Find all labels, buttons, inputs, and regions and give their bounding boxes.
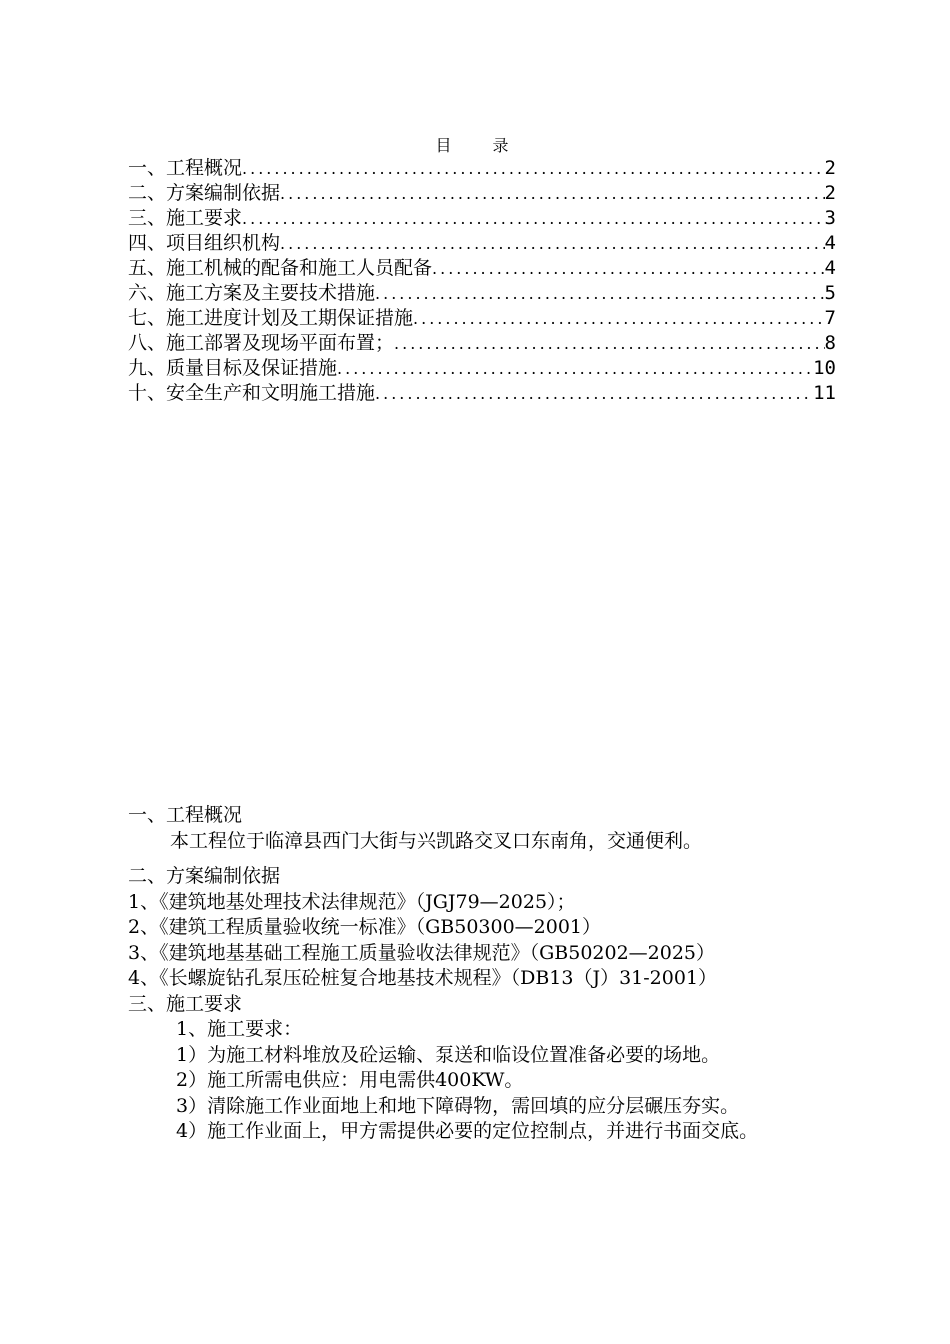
section-heading: 三、施工要求	[128, 992, 243, 1015]
toc-entry[interactable]	[128, 306, 836, 331]
requirement-item: 4）施工作业面上，甲方需提供必要的定位控制点，并进行书面交底。	[176, 1120, 759, 1142]
toc-entry-label: 七、施工进度计划及工期保证措施	[128, 307, 414, 329]
toc-leader-dots	[280, 231, 825, 256]
toc-entry[interactable]	[128, 281, 836, 306]
requirement-item: 3）清除施工作业面地上和地下障碍物，需回填的应分层碾压夯实。	[176, 1094, 740, 1117]
toc-entry-label: 十、安全生产和文明施工措施	[128, 382, 376, 404]
toc-entry[interactable]	[128, 331, 836, 356]
toc-leader-dots	[280, 181, 825, 206]
requirement-item: 1）为施工材料堆放及砼运输、泵送和临设位置准备必要的场地。	[176, 1043, 721, 1066]
toc-entry-page: 2	[824, 182, 836, 204]
toc-entry-page: 7	[824, 307, 836, 329]
toc-entry-page: 3	[824, 207, 836, 229]
toc-entry-page: 10	[813, 357, 836, 379]
toc-entry-label: 一、工程概况	[128, 157, 243, 179]
toc-entry-page: 4	[824, 257, 836, 279]
reference-item: 3、《建筑地基基础工程施工质量验收法律规范》（GB50202—2025）	[128, 941, 716, 964]
paragraph: 本工程位于临漳县西门大街与兴凯路交叉口东南角，交通便利。	[170, 829, 703, 852]
toc-entry-page: 5	[824, 282, 836, 304]
toc-leader-dots	[375, 381, 813, 406]
toc-entry-page: 8	[824, 332, 836, 354]
toc-entry-label: 八、施工部署及现场平面布置；	[128, 332, 395, 354]
toc-entry-page: 2	[824, 157, 836, 179]
document-body	[128, 803, 888, 1145]
toc-entry-page: 4	[824, 232, 836, 254]
reference-item: 4、《长螺旋钻孔泵压砼桩复合地基技术规程》（DB13（J）31-2001）	[128, 967, 718, 989]
reference-item: 1、《建筑地基处理技术法律规范》（JGJ79—2025）；	[128, 890, 576, 913]
toc-entry-label: 九、质量目标及保证措施	[128, 357, 338, 379]
toc-entry-page: 11	[813, 382, 836, 404]
table-of-contents	[128, 156, 836, 406]
requirement-item: 2）施工所需电供应：用电需供400KW。	[176, 1069, 524, 1091]
toc-entry-label: 四、项目组织机构	[128, 232, 281, 254]
toc-leader-dots	[375, 281, 825, 306]
toc-entry[interactable]	[128, 381, 836, 406]
toc-entry[interactable]	[128, 206, 836, 231]
toc-leader-dots	[242, 156, 825, 181]
toc-entry[interactable]	[128, 356, 836, 381]
toc-entry-label: 六、施工方案及主要技术措施	[128, 282, 376, 304]
toc-leader-dots	[432, 256, 825, 281]
section-heading: 二、方案编制依据	[128, 865, 281, 887]
toc-leader-dots	[394, 331, 825, 356]
reference-item: 2、《建筑工程质量验收统一标准》（GB50300—2001）	[128, 916, 602, 938]
toc-entry-label: 五、施工机械的配备和施工人员配备	[128, 257, 433, 279]
toc-leader-dots	[337, 356, 813, 381]
toc-leader-dots	[413, 306, 825, 331]
section-heading: 一、工程概况	[128, 804, 243, 826]
toc-title: 目 录	[435, 136, 527, 155]
toc-entry[interactable]	[128, 256, 836, 281]
toc-entry-label: 二、方案编制依据	[128, 182, 281, 204]
toc-entry-label: 三、施工要求	[128, 207, 243, 229]
subsection-heading: 1、施工要求：	[176, 1018, 303, 1040]
toc-entry[interactable]	[128, 231, 836, 256]
toc-entry[interactable]	[128, 181, 836, 206]
toc-leader-dots	[242, 206, 825, 231]
toc-entry[interactable]	[128, 156, 836, 181]
